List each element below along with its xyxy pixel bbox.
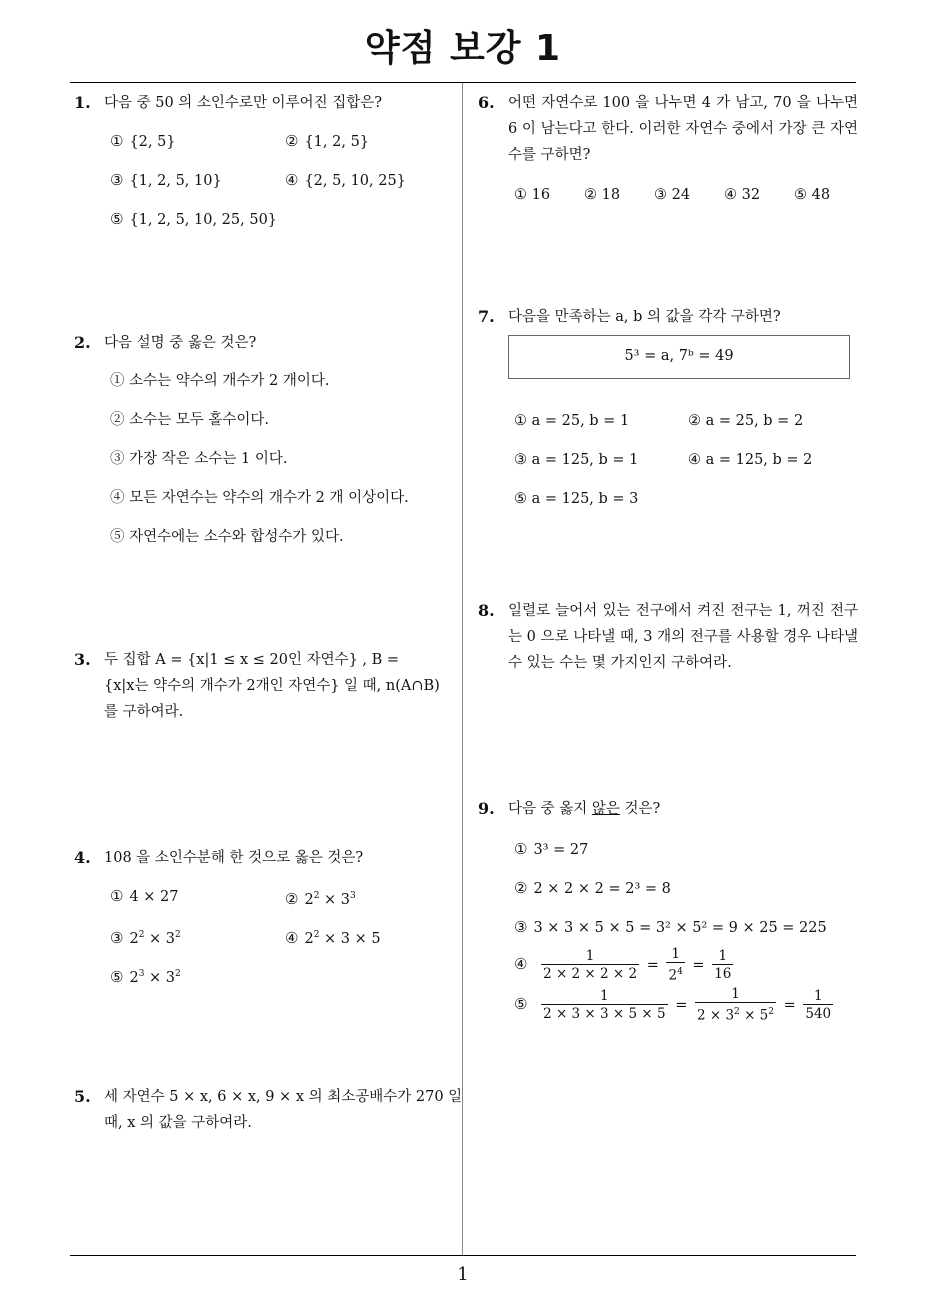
page-number: 1 [457,1264,469,1285]
stem-line-1: 두 집합 A = {x|1 ≤ x ≤ 20인 자연수} , B = [104,652,400,668]
options [74,356,456,545]
option-1[interactable]: ① 16 [514,187,551,203]
option-4[interactable]: ④ 32 [724,187,761,203]
option-2[interactable] [285,883,356,913]
question-7-options [478,396,858,506]
option-1[interactable] [110,128,176,155]
option-marker: ⑤ [110,967,124,986]
fraction: $\frac{1}{2 \times 2 \times 2 \times 2}$ [543,947,638,982]
option-text: $2^2 \times 3^2$ [129,930,181,947]
footer-rule [70,1255,856,1256]
option-marker: ④ [285,171,299,189]
option-4[interactable] [285,922,381,952]
fraction: $\frac{1}{2 \times 3^2 \times 5^2}$ [696,986,774,1024]
option-2[interactable] [514,875,671,902]
question-9 [478,796,858,1052]
option-text: {1, 2, 5, 10, 25, 50} [129,212,278,228]
condition-box: 5³ = a, 7ᵇ = 49 [508,335,850,379]
question-number: 5. [74,1087,91,1106]
option-marker: ② [514,879,528,897]
question-stem: 다음을 만족하는 a, b 의 값을 각각 구하면? [508,309,781,325]
option-2[interactable]: ② 소수는 모두 홀수이다. [110,412,269,428]
option-text: 3 × 3 × 5 × 5 = 3² × 5² = 9 × 25 = 225 [533,920,827,936]
question-4 [74,845,456,986]
option-4[interactable]: ④ $\frac{1}{2 \times 2 \times 2 \times 2}$ = $\frac{1}{2^4}$ = $\frac{1}{16}$ [514,946,732,984]
page-title: 약점 보강 1 [364,28,562,69]
fraction: $\frac{1}{540}$ [805,987,832,1022]
option-1[interactable]: ① a = 25, b = 1 [514,413,630,429]
question-stem: 다음 설명 중 옳은 것은? [104,335,257,351]
question-number: 7. [478,307,495,326]
options [478,396,858,506]
option-text: $2^2 \times 3^3$ [304,891,356,908]
option-marker: ③ [514,918,528,936]
option-3[interactable] [514,914,827,941]
option-5[interactable] [110,961,181,991]
question-number: 4. [74,848,91,867]
option-3[interactable] [110,922,181,952]
options [478,822,858,1052]
option-text: {2, 5, 10, 25} [304,173,406,189]
option-1[interactable] [514,836,588,863]
option-marker: ⑤ [514,995,528,1014]
question-number: 9. [478,799,495,818]
question-stem: 108 을 소인수분해 한 것으로 옳은 것은? [104,850,364,866]
option-marker: ④ [514,955,528,974]
question-stem: 일렬로 늘어서 있는 전구에서 켜진 전구는 1, 꺼진 전구는 0 으로 나타낼 때, 3 개의 전구를 사용할 경우 나타낼 수 있는 수는 몇 가지인지 구하여라. [508,603,858,671]
option-marker: ④ [285,928,299,947]
option-marker: ③ [110,928,124,947]
stem-underlined: 않은 [591,801,620,817]
option-marker: ⑤ [110,210,124,228]
header-rule [70,82,856,83]
column-divider [462,83,463,1255]
option-marker: ① [110,132,124,150]
question-number: 3. [74,650,91,669]
question-stem: 어떤 자연수로 100 을 나누면 4 가 남고, 70 을 나누면 6 이 남는다고 한다. 이러한 자연수 중에서 가장 큰 자연수를 구하면? [508,95,858,163]
question-7 [478,304,858,330]
fraction: $\frac{1}{16}$ [714,947,732,982]
fraction: $\frac{1}{2^4}$ [668,946,683,984]
option-2[interactable]: ② 18 [584,187,621,203]
question-2 [74,330,456,545]
question-stem [104,647,456,725]
option-4[interactable]: ④ a = 125, b = 2 [688,452,813,468]
option-text: $2^3 \times 3^2$ [129,969,181,986]
option-text: {1, 2, 5} [304,134,370,150]
question-3 [74,647,456,725]
option-2[interactable] [285,128,369,155]
option-3[interactable] [110,167,222,194]
option-5[interactable]: ⑤ $\frac{1}{2 \times 3 \times 3 \times 5 \times 5}$ = $\frac{1}{2 \times 3^2 \times 5^2}$ = $\frac{1}{540}$ [514,986,832,1024]
option-marker: ② [285,889,299,908]
question-stem [104,1084,463,1136]
stem-line-2: 때, x 의 값을 구하여라. [104,1115,252,1131]
stem-line-2: {x|x는 약수의 개수가 2개인 자연수} 일 때, n(A∩B) [104,678,440,694]
question-number: 2. [74,333,91,352]
stem-line-3: 를 구하여라. [104,704,184,720]
option-1[interactable]: ① 소수는 약수의 개수가 2 개이다. [110,373,330,389]
question-1 [74,90,456,228]
option-marker: ① [514,840,528,858]
option-5[interactable]: ⑤ 자연수에는 소수와 합성수가 있다. [110,529,344,545]
option-4[interactable]: ④ 모든 자연수는 약수의 개수가 2 개 이상이다. [110,490,409,506]
option-3[interactable]: ③ 24 [654,187,691,203]
option-3[interactable]: ③ a = 125, b = 1 [514,452,639,468]
question-stem [508,796,858,822]
options [74,871,456,986]
option-5[interactable]: ⑤ 48 [794,187,831,203]
option-text: $2^2 \times 3 \times 5$ [304,930,381,947]
option-1[interactable] [110,883,179,910]
option-text: {2, 5} [129,134,176,150]
option-3[interactable]: ③ 가장 작은 소수는 1 이다. [110,451,288,467]
options [478,168,858,208]
stem-part-2: 것은? [624,801,661,817]
question-number: 1. [74,93,91,112]
question-6 [478,90,858,208]
option-marker: ② [285,132,299,150]
options [74,116,456,228]
question-number: 6. [478,93,495,112]
question-5 [74,1084,463,1136]
question-number: 8. [478,601,495,620]
stem-line-1: 세 자연수 5 × x, 6 × x, 9 × x 의 최소공배수가 270 일 [104,1089,463,1105]
option-text: 4 × 27 [129,889,179,905]
option-4[interactable] [285,167,406,194]
option-text: 2 × 2 × 2 = 2³ = 8 [533,881,671,897]
option-marker: ③ [110,171,124,189]
option-5[interactable]: ⑤ a = 125, b = 3 [514,491,639,507]
option-2[interactable]: ② a = 25, b = 2 [688,413,804,429]
question-8 [478,598,858,676]
option-marker: ① [110,887,124,905]
option-text: {1, 2, 5, 10} [129,173,222,189]
option-5[interactable] [110,206,277,233]
question-stem: 다음 중 50 의 소인수로만 이루어진 집합은? [104,95,382,111]
option-text: 3³ = 27 [533,842,589,858]
fraction: $\frac{1}{2 \times 3 \times 3 \times 5 \times 5}$ [543,987,666,1022]
stem-part-1: 다음 중 옳지 [508,801,588,817]
